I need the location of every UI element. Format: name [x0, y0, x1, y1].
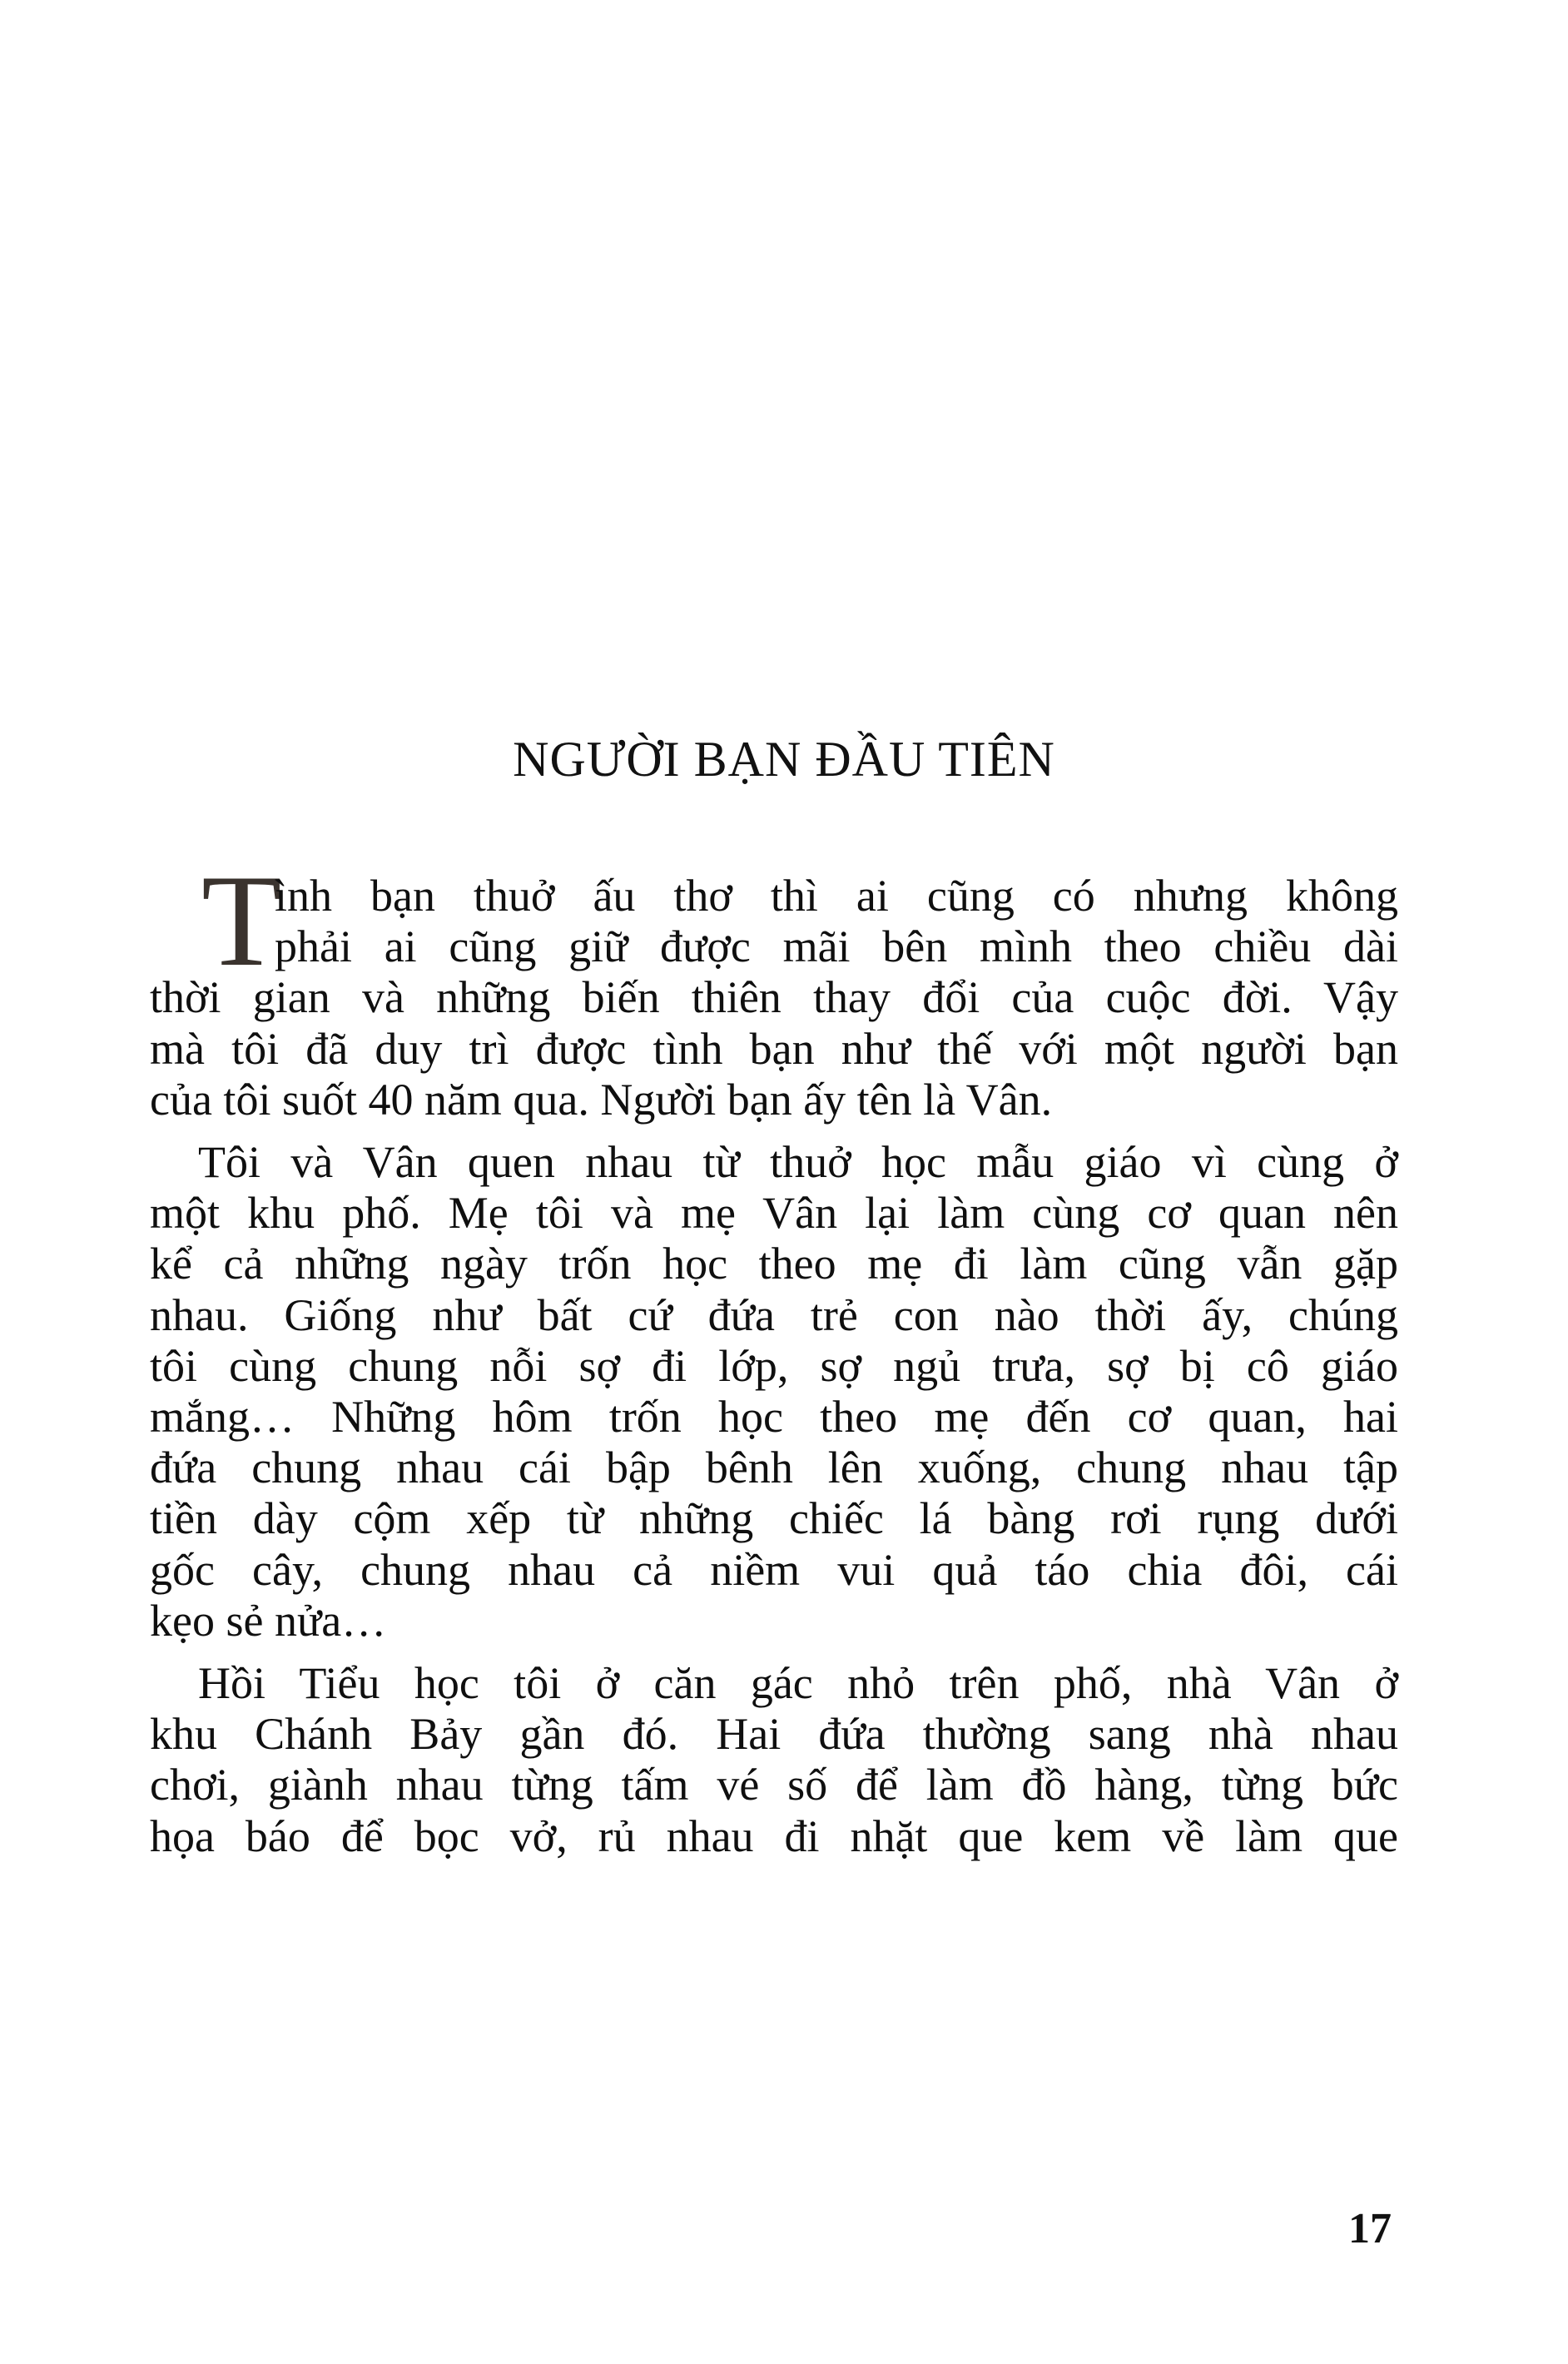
text-line: họa báo để bọc vở, rủ nhau đi nhặt que kem về làm que: [150, 1810, 1398, 1861]
text-line: kể cả những ngày trốn học theo mẹ đi làm cũng vẫn gặp: [150, 1239, 1398, 1289]
text-line: Tôi và Vân quen nhau từ thuở học mẫu giáo vì cùng ở: [198, 1137, 1398, 1188]
text-line: khu Chánh Bảy gần đó. Hai đứa thường sang nhà nhau: [150, 1709, 1398, 1760]
text-line: một khu phố. Mẹ tôi và mẹ Vân lại làm cùng cơ quan nên: [150, 1188, 1398, 1239]
body-text: [150, 871, 1398, 1874]
text-line: của tôi suốt 40 năm qua. Người bạn ấy tên là Vân.: [150, 1074, 1053, 1125]
paragraph-3: [150, 1658, 1398, 1862]
chapter-title: NGƯỜI BẠN ĐẦU TIÊN: [513, 732, 1055, 787]
text-line: mắng… Những hôm trốn học theo mẹ đến cơ quan, hai: [150, 1392, 1398, 1443]
text-line: thời gian và những biến thiên thay đổi của cuộc đời. Vậy: [150, 972, 1398, 1023]
text-line: đứa chung nhau cái bập bênh lên xuống, chung nhau tập: [150, 1443, 1398, 1493]
text-line: phải ai cũng giữ được mãi bên mình theo chiều dài: [275, 921, 1398, 972]
drop-cap-letter: T: [201, 848, 282, 994]
paragraph-2: [150, 1137, 1398, 1646]
text-line: Hồi Tiểu học tôi ở căn gác nhỏ trên phố, nhà Vân ở: [198, 1658, 1398, 1709]
text-line: ình bạn thuở ấu thơ thì ai cũng có nhưng không: [275, 871, 1398, 921]
text-line: kẹo sẻ nửa…: [150, 1595, 387, 1646]
text-line: chơi, giành nhau từng tấm vé số để làm đồ hàng, từng bức: [150, 1760, 1398, 1810]
text-line: gốc cây, chung nhau cả niềm vui quả táo chia đôi, cái: [150, 1544, 1398, 1595]
text-line: tôi cùng chung nỗi sợ đi lớp, sợ ngủ trưa, sợ bị cô giáo: [150, 1340, 1398, 1391]
text-line: nhau. Giống như bất cứ đứa trẻ con nào thời ấy, chúng: [150, 1289, 1398, 1340]
page-number: 17: [1348, 2205, 1392, 2252]
paragraph-1: [150, 871, 1398, 1125]
text-line: mà tôi đã duy trì được tình bạn như thế với một người bạn: [150, 1023, 1398, 1074]
text-line: tiền dày cộm xếp từ những chiếc lá bàng rơi rụng dưới: [150, 1493, 1398, 1544]
